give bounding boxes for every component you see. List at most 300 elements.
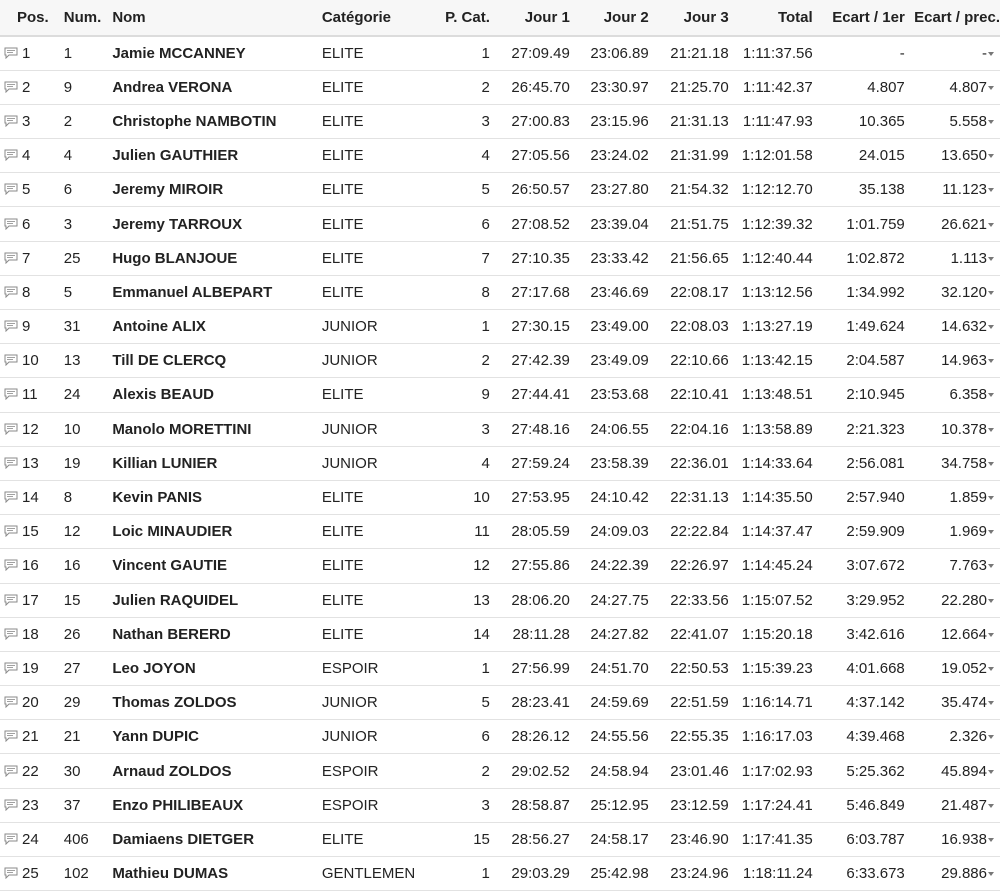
position-value: 15	[22, 523, 39, 541]
comment-icon[interactable]	[4, 319, 18, 331]
cell-rider-name[interactable]: Hugo BLANJOUE	[110, 241, 320, 275]
cell-jour3: 21:56.65	[649, 241, 729, 275]
cell-jour3: 21:54.32	[649, 173, 729, 207]
comment-icon[interactable]	[4, 558, 18, 570]
table-row	[0, 310, 1000, 344]
cell-jour1: 27:56.99	[492, 651, 570, 685]
position-value: 11	[22, 386, 38, 404]
cell-ecart-prec	[905, 480, 1000, 514]
chevron-down-icon[interactable]	[988, 120, 994, 124]
cell-total: 1:14:33.64	[729, 446, 813, 480]
cell-pos	[0, 139, 62, 173]
position-value: 5	[22, 181, 31, 199]
cell-total: 1:18:11.24	[729, 857, 813, 891]
cell-ecart-premier: 3:29.952	[813, 583, 905, 617]
header-pos[interactable]: Pos.	[0, 0, 62, 36]
cell-jour2: 23:49.09	[570, 344, 649, 378]
chevron-down-icon[interactable]	[988, 735, 994, 739]
cell-rider-name[interactable]: Till DE CLERCQ	[110, 344, 320, 378]
header-ecart-prec[interactable]: Ecart / prec.	[905, 0, 1000, 36]
cell-jour3: 21:21.18	[649, 36, 729, 70]
cell-ecart-prec	[905, 378, 1000, 412]
cell-category: ELITE	[320, 515, 433, 549]
cell-category-position: 8	[433, 275, 492, 309]
comment-icon[interactable]	[4, 148, 18, 160]
cell-jour2: 23:39.04	[570, 207, 649, 241]
cell-total: 1:13:58.89	[729, 412, 813, 446]
chevron-down-icon[interactable]	[988, 257, 994, 261]
ecart-prec-value: 14.963	[941, 352, 987, 370]
cell-num: 406	[62, 822, 111, 856]
cell-rider-name[interactable]: Jamie MCCANNEY	[110, 36, 320, 70]
cell-ecart-prec	[905, 104, 1000, 138]
cell-jour1: 27:53.95	[492, 480, 570, 514]
chevron-down-icon[interactable]	[988, 633, 994, 637]
cell-jour1: 28:23.41	[492, 686, 570, 720]
position-value: 14	[22, 489, 39, 507]
cell-num: 26	[62, 617, 111, 651]
cell-ecart-prec	[905, 344, 1000, 378]
cell-category: ESPOIR	[320, 788, 433, 822]
cell-ecart-premier: 3:42.616	[813, 617, 905, 651]
cell-category: ELITE	[320, 139, 433, 173]
comment-icon[interactable]	[4, 661, 18, 673]
cell-jour3: 23:24.96	[649, 857, 729, 891]
table-row	[0, 36, 1000, 70]
cell-category: ELITE	[320, 822, 433, 856]
cell-pos	[0, 241, 62, 275]
cell-ecart-premier: 5:46.849	[813, 788, 905, 822]
table-row	[0, 686, 1000, 720]
comment-icon[interactable]	[4, 729, 18, 741]
results-body	[0, 36, 1000, 891]
cell-num: 3	[62, 207, 111, 241]
comment-icon[interactable]	[4, 251, 18, 263]
ecart-prec-value: 35.474	[941, 694, 987, 712]
cell-rider-name[interactable]: Damiaens DIETGER	[110, 822, 320, 856]
position-value: 21	[22, 728, 39, 746]
position-value: 6	[22, 215, 31, 233]
header-pcat[interactable]: P. Cat.	[433, 0, 492, 36]
cell-jour3: 22:33.56	[649, 583, 729, 617]
position-value: 10	[22, 352, 39, 370]
cell-ecart-prec	[905, 720, 1000, 754]
cell-pos	[0, 275, 62, 309]
header-ecart-premier[interactable]: Ecart / 1er	[813, 0, 905, 36]
cell-ecart-prec	[905, 173, 1000, 207]
cell-ecart-premier: 35.138	[813, 173, 905, 207]
cell-pos	[0, 857, 62, 891]
cell-jour1: 26:50.57	[492, 173, 570, 207]
cell-jour3: 22:10.66	[649, 344, 729, 378]
comment-icon[interactable]	[4, 490, 18, 502]
ecart-prec-value: 16.938	[941, 830, 987, 848]
cell-jour1: 28:11.28	[492, 617, 570, 651]
cell-jour2: 24:58.17	[570, 822, 649, 856]
cell-category-position: 13	[433, 583, 492, 617]
cell-category-position: 3	[433, 412, 492, 446]
cell-total: 1:15:20.18	[729, 617, 813, 651]
cell-jour3: 22:55.35	[649, 720, 729, 754]
cell-jour3: 23:01.46	[649, 754, 729, 788]
comment-icon[interactable]	[4, 422, 18, 434]
cell-jour2: 24:58.94	[570, 754, 649, 788]
cell-rider-name[interactable]: Leo JOYON	[110, 651, 320, 685]
cell-ecart-premier: 2:10.945	[813, 378, 905, 412]
cell-ecart-prec	[905, 36, 1000, 70]
cell-pos	[0, 754, 62, 788]
cell-num: 16	[62, 549, 111, 583]
ecart-prec-value: 11.123	[942, 181, 987, 199]
chevron-down-icon[interactable]	[988, 359, 994, 363]
cell-category: ELITE	[320, 583, 433, 617]
cell-jour1: 27:44.41	[492, 378, 570, 412]
comment-icon[interactable]	[4, 627, 18, 639]
cell-rider-name[interactable]: Manolo MORETTINI	[110, 412, 320, 446]
cell-rider-name[interactable]: Andrea VERONA	[110, 70, 320, 104]
cell-ecart-premier: 1:49.624	[813, 310, 905, 344]
cell-num: 13	[62, 344, 111, 378]
table-row	[0, 788, 1000, 822]
cell-total: 1:14:45.24	[729, 549, 813, 583]
cell-ecart-prec	[905, 515, 1000, 549]
header-jour2[interactable]: Jour 2	[570, 0, 649, 36]
cell-category: JUNIOR	[320, 446, 433, 480]
cell-total: 1:11:42.37	[729, 70, 813, 104]
cell-jour3: 22:08.17	[649, 275, 729, 309]
cell-num: 6	[62, 173, 111, 207]
header-categorie[interactable]: Catégorie	[320, 0, 433, 36]
comment-icon[interactable]	[4, 217, 18, 229]
cell-ecart-premier: 6:03.787	[813, 822, 905, 856]
cell-jour1: 27:09.49	[492, 36, 570, 70]
cell-pos	[0, 36, 62, 70]
chevron-down-icon[interactable]	[988, 462, 994, 466]
chevron-down-icon[interactable]	[988, 325, 994, 329]
cell-rider-name[interactable]: Mathieu DUMAS	[110, 857, 320, 891]
cell-ecart-prec	[905, 139, 1000, 173]
cell-ecart-premier: 4.807	[813, 70, 905, 104]
table-row	[0, 173, 1000, 207]
chevron-down-icon[interactable]	[988, 52, 994, 56]
comment-icon[interactable]	[4, 764, 18, 776]
cell-pos	[0, 412, 62, 446]
chevron-down-icon[interactable]	[988, 530, 994, 534]
position-value: 20	[22, 694, 39, 712]
table-row	[0, 104, 1000, 138]
header-total[interactable]: Total	[729, 0, 813, 36]
cell-rider-name[interactable]: Yann DUPIC	[110, 720, 320, 754]
cell-category-position: 1	[433, 310, 492, 344]
comment-icon[interactable]	[4, 80, 18, 92]
chevron-down-icon[interactable]	[988, 223, 994, 227]
chevron-down-icon[interactable]	[988, 770, 994, 774]
cell-total: 1:12:01.58	[729, 139, 813, 173]
cell-rider-name[interactable]: Vincent GAUTIE	[110, 549, 320, 583]
cell-num: 15	[62, 583, 111, 617]
comment-icon[interactable]	[4, 182, 18, 194]
cell-category: JUNIOR	[320, 686, 433, 720]
comment-icon[interactable]	[4, 46, 18, 58]
cell-jour1: 26:45.70	[492, 70, 570, 104]
cell-category: GENTLEMEN	[320, 857, 433, 891]
table-row	[0, 241, 1000, 275]
ecart-prec-value: 1.859	[949, 489, 987, 507]
cell-pos	[0, 344, 62, 378]
cell-jour2: 24:06.55	[570, 412, 649, 446]
position-value: 2	[22, 78, 31, 96]
cell-jour2: 23:15.96	[570, 104, 649, 138]
cell-num: 37	[62, 788, 111, 822]
cell-num: 24	[62, 378, 111, 412]
chevron-down-icon[interactable]	[988, 86, 994, 90]
cell-num: 2	[62, 104, 111, 138]
cell-ecart-prec	[905, 70, 1000, 104]
comment-icon[interactable]	[4, 524, 18, 536]
chevron-down-icon[interactable]	[988, 701, 994, 705]
table-row	[0, 583, 1000, 617]
cell-ecart-premier: 3:07.672	[813, 549, 905, 583]
cell-pos	[0, 822, 62, 856]
table-row	[0, 207, 1000, 241]
cell-category: ELITE	[320, 275, 433, 309]
cell-category-position: 9	[433, 378, 492, 412]
ecart-prec-value: 21.487	[941, 796, 987, 814]
cell-category: ESPOIR	[320, 651, 433, 685]
cell-rider-name[interactable]: Emmanuel ALBEPART	[110, 275, 320, 309]
cell-ecart-premier: 4:37.142	[813, 686, 905, 720]
cell-total: 1:13:42.15	[729, 344, 813, 378]
cell-jour2: 25:42.98	[570, 857, 649, 891]
cell-ecart-prec	[905, 617, 1000, 651]
cell-ecart-premier: 2:04.587	[813, 344, 905, 378]
cell-pos	[0, 549, 62, 583]
cell-rider-name[interactable]: Antoine ALIX	[110, 310, 320, 344]
position-value: 24	[22, 830, 39, 848]
cell-num: 8	[62, 480, 111, 514]
cell-jour3: 21:31.13	[649, 104, 729, 138]
ecart-prec-value: 2.326	[949, 728, 987, 746]
cell-pos	[0, 720, 62, 754]
cell-jour3: 22:31.13	[649, 480, 729, 514]
cell-jour3: 23:46.90	[649, 822, 729, 856]
comment-icon[interactable]	[4, 798, 18, 810]
table-row	[0, 412, 1000, 446]
table-row	[0, 857, 1000, 891]
cell-category-position: 14	[433, 617, 492, 651]
comment-icon[interactable]	[4, 285, 18, 297]
comment-icon[interactable]	[4, 593, 18, 605]
cell-ecart-premier: 24.015	[813, 139, 905, 173]
comment-icon[interactable]	[4, 114, 18, 126]
cell-category-position: 15	[433, 822, 492, 856]
cell-jour1: 27:10.35	[492, 241, 570, 275]
cell-ecart-prec	[905, 310, 1000, 344]
cell-rider-name[interactable]: Alexis BEAUD	[110, 378, 320, 412]
comment-icon[interactable]	[4, 456, 18, 468]
ecart-prec-value: 7.763	[949, 557, 987, 575]
comment-icon[interactable]	[4, 353, 18, 365]
chevron-down-icon[interactable]	[988, 838, 994, 842]
header-jour3[interactable]: Jour 3	[649, 0, 729, 36]
chevron-down-icon[interactable]	[988, 154, 994, 158]
comment-icon[interactable]	[4, 387, 18, 399]
cell-jour2: 24:27.75	[570, 583, 649, 617]
cell-rider-name[interactable]: Nathan BERERD	[110, 617, 320, 651]
cell-rider-name[interactable]: Enzo PHILIBEAUX	[110, 788, 320, 822]
cell-jour2: 23:30.97	[570, 70, 649, 104]
cell-ecart-prec	[905, 788, 1000, 822]
cell-rider-name[interactable]: Jeremy TARROUX	[110, 207, 320, 241]
cell-category-position: 6	[433, 207, 492, 241]
chevron-down-icon[interactable]	[988, 667, 994, 671]
cell-ecart-premier: 2:56.081	[813, 446, 905, 480]
cell-rider-name[interactable]: Thomas ZOLDOS	[110, 686, 320, 720]
position-value: 7	[22, 249, 31, 267]
cell-rider-name[interactable]: Julien RAQUIDEL	[110, 583, 320, 617]
ecart-prec-value: 26.621	[941, 215, 987, 233]
cell-category-position: 5	[433, 686, 492, 720]
position-value: 12	[22, 420, 39, 438]
cell-rider-name[interactable]: Christophe NAMBOTIN	[110, 104, 320, 138]
comment-icon[interactable]	[4, 832, 18, 844]
position-value: 18	[22, 625, 39, 643]
cell-jour2: 23:49.00	[570, 310, 649, 344]
chevron-down-icon[interactable]	[988, 804, 994, 808]
cell-jour3: 22:50.53	[649, 651, 729, 685]
cell-ecart-prec	[905, 446, 1000, 480]
cell-jour1: 27:48.16	[492, 412, 570, 446]
cell-total: 1:16:14.71	[729, 686, 813, 720]
chevron-down-icon[interactable]	[988, 872, 994, 876]
cell-category: ELITE	[320, 104, 433, 138]
chevron-down-icon[interactable]	[988, 496, 994, 500]
cell-jour2: 24:10.42	[570, 480, 649, 514]
cell-rider-name[interactable]: Kevin PANIS	[110, 480, 320, 514]
cell-total: 1:11:37.56	[729, 36, 813, 70]
cell-jour1: 27:00.83	[492, 104, 570, 138]
position-value: 4	[22, 147, 31, 165]
cell-category-position: 6	[433, 720, 492, 754]
cell-ecart-prec	[905, 686, 1000, 720]
cell-jour3: 22:04.16	[649, 412, 729, 446]
ecart-prec-value: 34.758	[941, 454, 987, 472]
ecart-prec-value: 22.280	[941, 591, 987, 609]
chevron-down-icon[interactable]	[988, 188, 994, 192]
cell-ecart-prec	[905, 583, 1000, 617]
cell-category-position: 4	[433, 139, 492, 173]
cell-pos	[0, 788, 62, 822]
header-jour1[interactable]: Jour 1	[492, 0, 570, 36]
cell-total: 1:11:47.93	[729, 104, 813, 138]
chevron-down-icon[interactable]	[988, 291, 994, 295]
cell-num: 27	[62, 651, 111, 685]
cell-jour1: 27:42.39	[492, 344, 570, 378]
cell-num: 1	[62, 36, 111, 70]
cell-category: ELITE	[320, 207, 433, 241]
table-row	[0, 515, 1000, 549]
cell-jour3: 23:12.59	[649, 788, 729, 822]
comment-icon[interactable]	[4, 866, 18, 878]
cell-ecart-prec	[905, 651, 1000, 685]
cell-jour1: 27:08.52	[492, 207, 570, 241]
cell-jour1: 29:02.52	[492, 754, 570, 788]
table-row	[0, 446, 1000, 480]
cell-category: JUNIOR	[320, 720, 433, 754]
cell-total: 1:16:17.03	[729, 720, 813, 754]
cell-jour2: 24:22.39	[570, 549, 649, 583]
position-value: 8	[22, 283, 31, 301]
cell-category: JUNIOR	[320, 412, 433, 446]
ecart-prec-value: 10.378	[941, 420, 987, 438]
chevron-down-icon[interactable]	[988, 428, 994, 432]
cell-category-position: 2	[433, 70, 492, 104]
cell-category-position: 5	[433, 173, 492, 207]
chevron-down-icon[interactable]	[988, 599, 994, 603]
ecart-prec-value: 1.113	[950, 249, 987, 267]
chevron-down-icon[interactable]	[988, 393, 994, 397]
cell-num: 29	[62, 686, 111, 720]
cell-category: ELITE	[320, 378, 433, 412]
cell-num: 12	[62, 515, 111, 549]
ecart-prec-value: 6.358	[949, 386, 987, 404]
cell-ecart-premier: 10.365	[813, 104, 905, 138]
cell-jour3: 21:25.70	[649, 70, 729, 104]
cell-total: 1:17:24.41	[729, 788, 813, 822]
header-nom[interactable]: Nom	[110, 0, 320, 36]
cell-rider-name[interactable]: Julien GAUTHIER	[110, 139, 320, 173]
cell-category-position: 11	[433, 515, 492, 549]
cell-rider-name[interactable]: Killian LUNIER	[110, 446, 320, 480]
cell-jour3: 22:41.07	[649, 617, 729, 651]
ecart-prec-value: 29.886	[941, 865, 987, 883]
comment-icon[interactable]	[4, 695, 18, 707]
cell-total: 1:14:35.50	[729, 480, 813, 514]
cell-pos	[0, 173, 62, 207]
position-value: 23	[22, 796, 39, 814]
cell-num: 10	[62, 412, 111, 446]
cell-pos	[0, 446, 62, 480]
cell-category: ELITE	[320, 70, 433, 104]
table-row	[0, 651, 1000, 685]
cell-pos	[0, 378, 62, 412]
cell-ecart-premier: 1:01.759	[813, 207, 905, 241]
cell-category-position: 3	[433, 788, 492, 822]
cell-rider-name[interactable]: Jeremy MIROIR	[110, 173, 320, 207]
cell-jour2: 23:58.39	[570, 446, 649, 480]
cell-num: 4	[62, 139, 111, 173]
cell-jour1: 27:17.68	[492, 275, 570, 309]
chevron-down-icon[interactable]	[988, 564, 994, 568]
cell-jour1: 28:56.27	[492, 822, 570, 856]
cell-total: 1:15:07.52	[729, 583, 813, 617]
cell-jour3: 21:31.99	[649, 139, 729, 173]
cell-pos	[0, 480, 62, 514]
cell-pos	[0, 515, 62, 549]
header-num[interactable]: Num.	[62, 0, 111, 36]
cell-ecart-premier: 1:02.872	[813, 241, 905, 275]
table-row	[0, 70, 1000, 104]
cell-category-position: 12	[433, 549, 492, 583]
ecart-prec-value: 4.807	[949, 78, 987, 96]
cell-rider-name[interactable]: Loic MINAUDIER	[110, 515, 320, 549]
cell-pos	[0, 104, 62, 138]
cell-jour2: 24:27.82	[570, 617, 649, 651]
cell-jour3: 22:08.03	[649, 310, 729, 344]
cell-rider-name[interactable]: Arnaud ZOLDOS	[110, 754, 320, 788]
cell-jour1: 27:59.24	[492, 446, 570, 480]
cell-ecart-premier: 5:25.362	[813, 754, 905, 788]
